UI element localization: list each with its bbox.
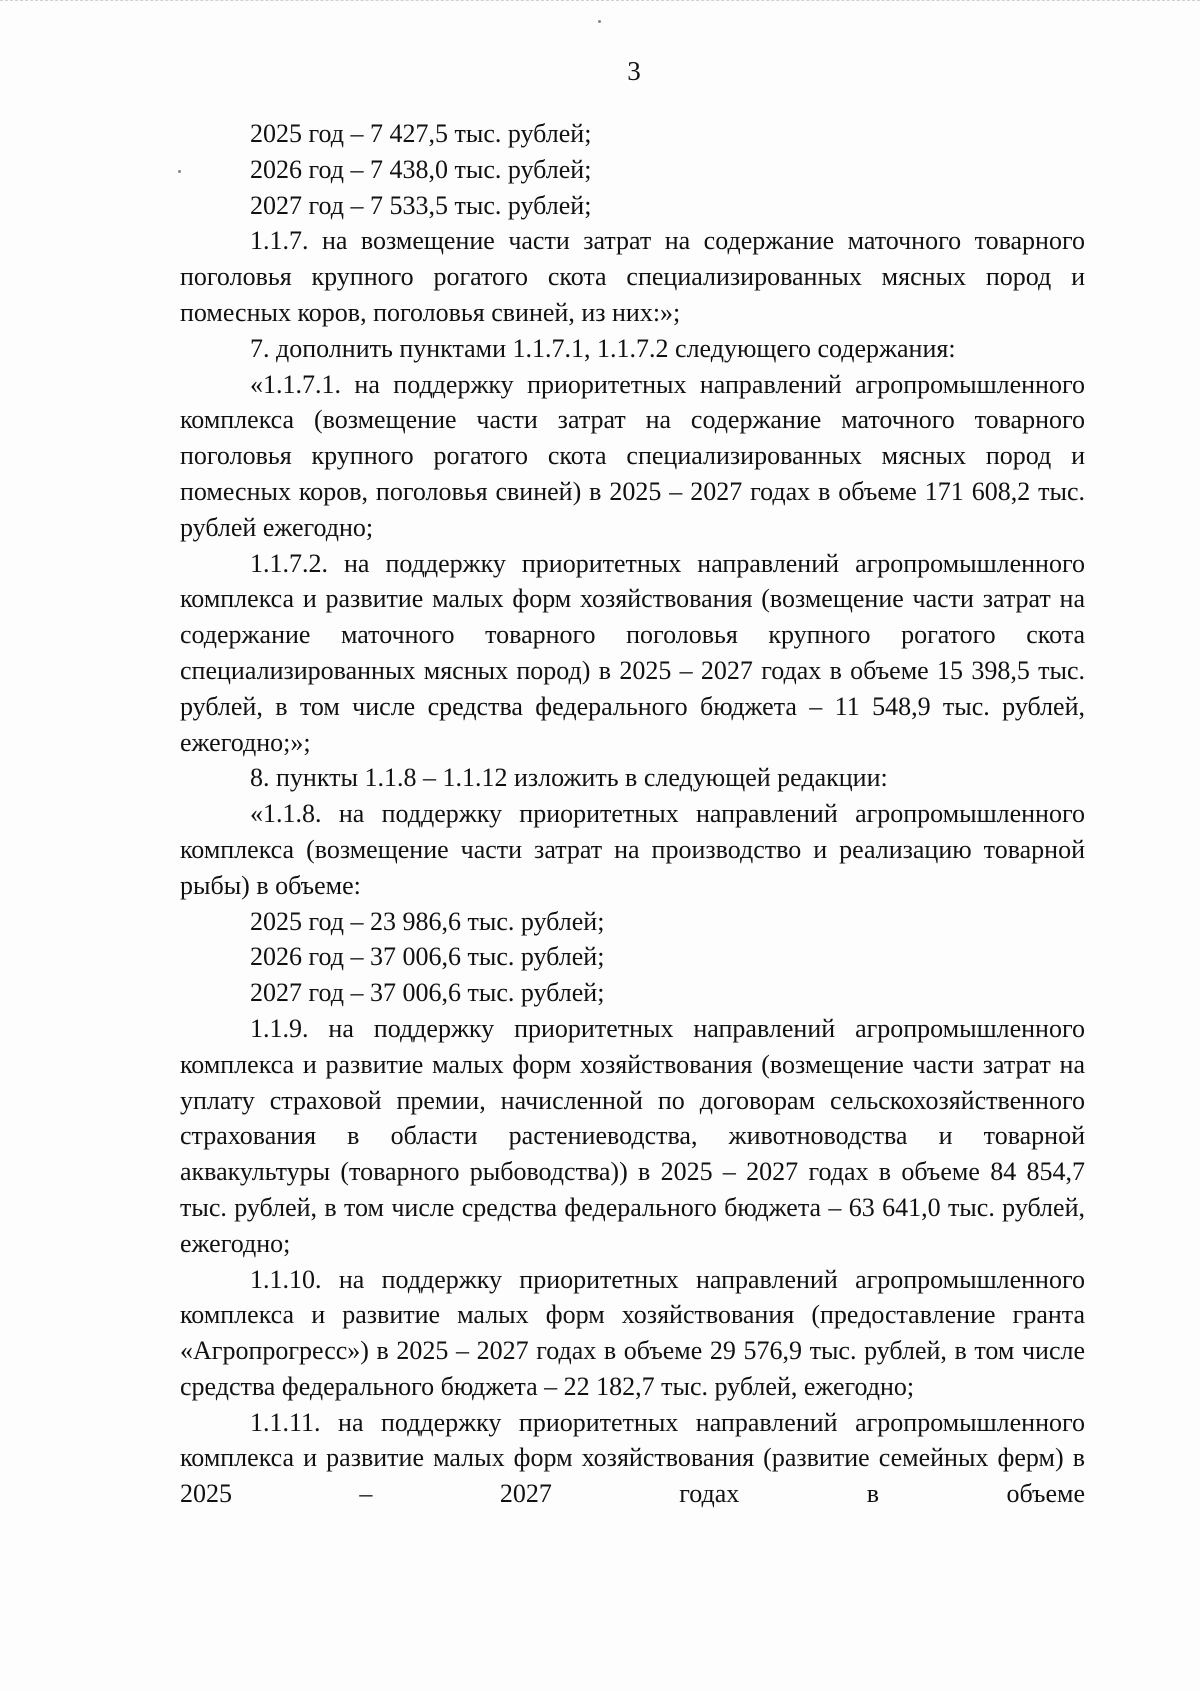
document-body xyxy=(180,116,1085,1512)
paragraph-1-1-7: 1.1.7. на возмещение части затрат на содержание маточного товарного поголовья крупного рогатого скота специализированных мясных пород и помесных коров, поголовья свиней, из них:»; xyxy=(180,226,1085,327)
paragraph-2027-amount: 2027 год – 7 533,5 тыс. рублей; xyxy=(250,190,592,220)
paragraph-2025-fish-amount: 2025 год – 23 986,6 тыс. рублей; xyxy=(250,906,605,936)
paragraph-1-1-10: 1.1.10. на поддержку приоритетных направлений агропромышленного комплекса и развитие малых форм хозяйствования (предоставление гранта «Агропрогресс») в 2025 – 2027 годах в объеме 29 576,9 тыс. рублей, в том числе средства федерального бюджета – 22 182,7 тыс. рублей, ежегодно; xyxy=(180,1264,1085,1401)
paragraph-1-1-11: 1.1.11. на поддержку приоритетных направлений агропромышленного комплекса и развитие малых форм хозяйствования (развитие семейных ферм) в 2025 – 2027 годах в объеме xyxy=(180,1407,1085,1509)
paragraph-1-1-7-1: «1.1.7.1. на поддержку приоритетных направлений агропромышленного комплекса (возмещение части затрат на содержание маточного товарного поголовья крупного рогатого скота специализированных мясных пород и помесных коров, поголовья свиней) в 2025 – 2027 годах в объеме 171 608,2 тыс. рублей ежегодно; xyxy=(180,369,1085,542)
paragraph-1-1-8: «1.1.8. на поддержку приоритетных направлений агропромышленного комплекса (возмещение части затрат на производство и реализацию товарной рыбы) в объеме: xyxy=(180,799,1085,900)
page-number: 3 xyxy=(627,56,641,86)
paragraph-2026-amount: 2026 год – 7 438,0 тыс. рублей; xyxy=(250,154,592,184)
scan-top-edge xyxy=(0,0,1200,1)
paragraph-1-1-9: 1.1.9. на поддержку приоритетных направлений агропромышленного комплекса и развитие малых форм хозяйствования (возмещение части затрат на уплату страховой премии, начисленной по договорам сельскохозяйственного страхования в области растениеводства, животноводства и товарной аквакультуры (товарного рыбоводства)) в 2025 – 2027 годах в объеме 84 854,7 тыс. рублей, в том числе средства федерального бюджета – 63 641,0 тыс. рублей, ежегодно; xyxy=(180,1013,1085,1258)
scan-speck xyxy=(598,20,601,23)
paragraph-2026-fish-amount: 2026 год – 37 006,6 тыс. рублей; xyxy=(250,942,605,972)
paragraph-item-8: 8. пункты 1.1.8 – 1.1.12 изложить в следующей редакции: xyxy=(250,763,888,793)
scan-speck xyxy=(178,170,181,173)
paragraph-1-1-7-2: 1.1.7.2. на поддержку приоритетных направлений агропромышленного комплекса и развитие малых форм хозяйствования (возмещение части затрат на содержание маточного товарного поголовья крупного рогатого скота специализированных мясных пород) в 2025 – 2027 годах в объеме 15 398,5 тыс. рублей, в том числе средства федерального бюджета – 11 548,9 тыс. рублей, ежегодно;»; xyxy=(180,548,1085,757)
paragraph-item-7: 7. дополнить пунктами 1.1.7.1, 1.1.7.2 следующего содержания: xyxy=(250,333,956,363)
paragraph-2027-fish-amount: 2027 год – 37 006,6 тыс. рублей; xyxy=(250,978,605,1008)
paragraph-2025-amount: 2025 год – 7 427,5 тыс. рублей; xyxy=(250,119,592,148)
